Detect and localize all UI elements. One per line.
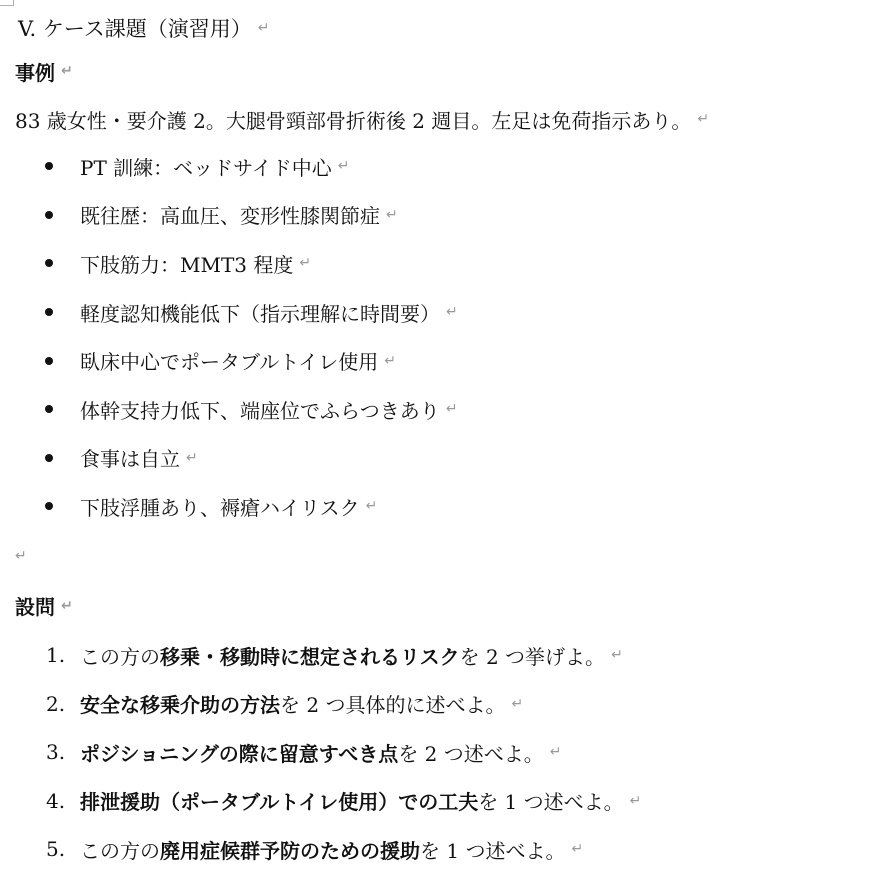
list-item — [15, 434, 870, 483]
question-text-plain: を 1 つ述べよ。 — [478, 790, 624, 815]
question-number: 1. — [46, 643, 66, 668]
list-item-text: 軽度認知機能低下（指示理解に時間要） — [80, 301, 440, 326]
question-number: 5. — [46, 837, 66, 862]
paragraph-mark-icon: ↵ — [299, 255, 312, 272]
paragraph-mark-icon: ↵ — [365, 498, 378, 515]
list-item-text: 食事は自立 — [80, 447, 180, 472]
paragraph-mark-icon: ↵ — [511, 695, 524, 712]
paragraph-mark-icon: ↵ — [549, 744, 562, 761]
question-text-bold: 排泄援助（ポータブルトイレ使用）での工夫 — [80, 790, 479, 815]
list-item — [15, 191, 870, 240]
paragraph-mark-icon: ↵ — [697, 111, 710, 127]
bullet-icon — [45, 259, 53, 267]
question-text-plain: を 2 つ述べよ。 — [398, 741, 544, 766]
bullet-icon — [45, 454, 53, 462]
paragraph-mark-icon: ↵ — [384, 352, 396, 369]
paragraph-mark-icon: ↵ — [571, 841, 584, 858]
list-item-text: 既往歴：高血圧、変形性膝関節症 — [80, 204, 380, 229]
case-description — [15, 96, 870, 142]
section-title — [15, 10, 870, 46]
document-page — [15, 10, 870, 874]
list-item-text: 臥床中心でポータブルトイレ使用 — [80, 350, 379, 375]
list-item-text: 体幹支持力低下、端座位でふらつきあり — [80, 398, 440, 423]
paragraph-mark-icon: ↵ — [611, 647, 623, 664]
paragraph-mark-icon: ↵ — [629, 792, 642, 809]
paragraph-mark-icon: ↵ — [446, 304, 458, 321]
paragraph-mark-icon: ↵ — [337, 158, 350, 175]
question-text-plain: この方の — [80, 644, 160, 669]
question-number: 2. — [46, 691, 66, 716]
case-description-text: 83 歳女性・要介護 2。大腿骨頸部骨折術後 2 週目。左足は免荷指示あり。 — [15, 108, 692, 133]
list-item — [15, 288, 870, 337]
question-text-plain: この方の — [80, 838, 160, 863]
question-text-plain: を 2 つ具体的に述べよ。 — [280, 693, 506, 718]
paragraph-mark-icon: ↵ — [386, 206, 398, 223]
paragraph-mark-icon: ↵ — [186, 449, 198, 466]
paragraph-mark-icon: ↵ — [15, 547, 27, 564]
bullet-icon — [45, 405, 53, 413]
case-heading — [15, 46, 870, 96]
empty-paragraph — [15, 531, 870, 581]
question-text-plain: を 2 つ挙げよ。 — [459, 644, 606, 669]
page-corner-mark — [0, 0, 14, 6]
list-item — [15, 336, 870, 385]
question-item — [15, 631, 870, 680]
question-item — [15, 728, 870, 777]
case-heading-text: 事例 — [15, 60, 55, 85]
questions-heading — [15, 581, 870, 631]
paragraph-mark-icon: ↵ — [61, 597, 73, 614]
paragraph-mark-icon: ↵ — [61, 63, 73, 79]
question-number: 4. — [46, 788, 66, 813]
questions-list — [15, 631, 870, 874]
question-number: 3. — [46, 740, 66, 765]
question-text-bold: 廃用症候群予防のための援助 — [160, 838, 420, 863]
question-item — [15, 679, 870, 728]
question-text-bold: 移乗・移動時に想定されるリスク — [160, 644, 460, 669]
question-item — [15, 777, 870, 826]
case-details-list — [15, 142, 870, 531]
question-text-bold: ポジショニングの際に留意すべき点 — [80, 741, 399, 766]
bullet-icon — [45, 502, 53, 510]
bullet-icon — [45, 308, 53, 316]
bullet-icon — [45, 211, 53, 219]
list-item-text: 下肢浮腫あり、褥瘡ハイリスク — [80, 495, 360, 520]
questions-heading-text: 設問 — [15, 595, 55, 620]
list-item-text: PT 訓練：ベッドサイド中心 — [80, 155, 332, 180]
paragraph-mark-icon: ↵ — [445, 401, 458, 418]
question-item — [15, 825, 870, 874]
list-item — [15, 142, 870, 191]
list-item — [15, 482, 870, 531]
list-item — [15, 239, 870, 288]
bullet-icon — [45, 357, 53, 365]
question-text-bold: 安全な移乗介助の方法 — [80, 693, 280, 718]
list-item — [15, 385, 870, 434]
paragraph-mark-icon: ↵ — [257, 20, 270, 36]
bullet-icon — [45, 162, 53, 170]
section-title-text: V. ケース課題（演習用） — [18, 17, 252, 41]
question-text-plain: を 1 つ述べよ。 — [420, 838, 566, 863]
list-item-text: 下肢筋力：MMT3 程度 — [80, 252, 294, 277]
